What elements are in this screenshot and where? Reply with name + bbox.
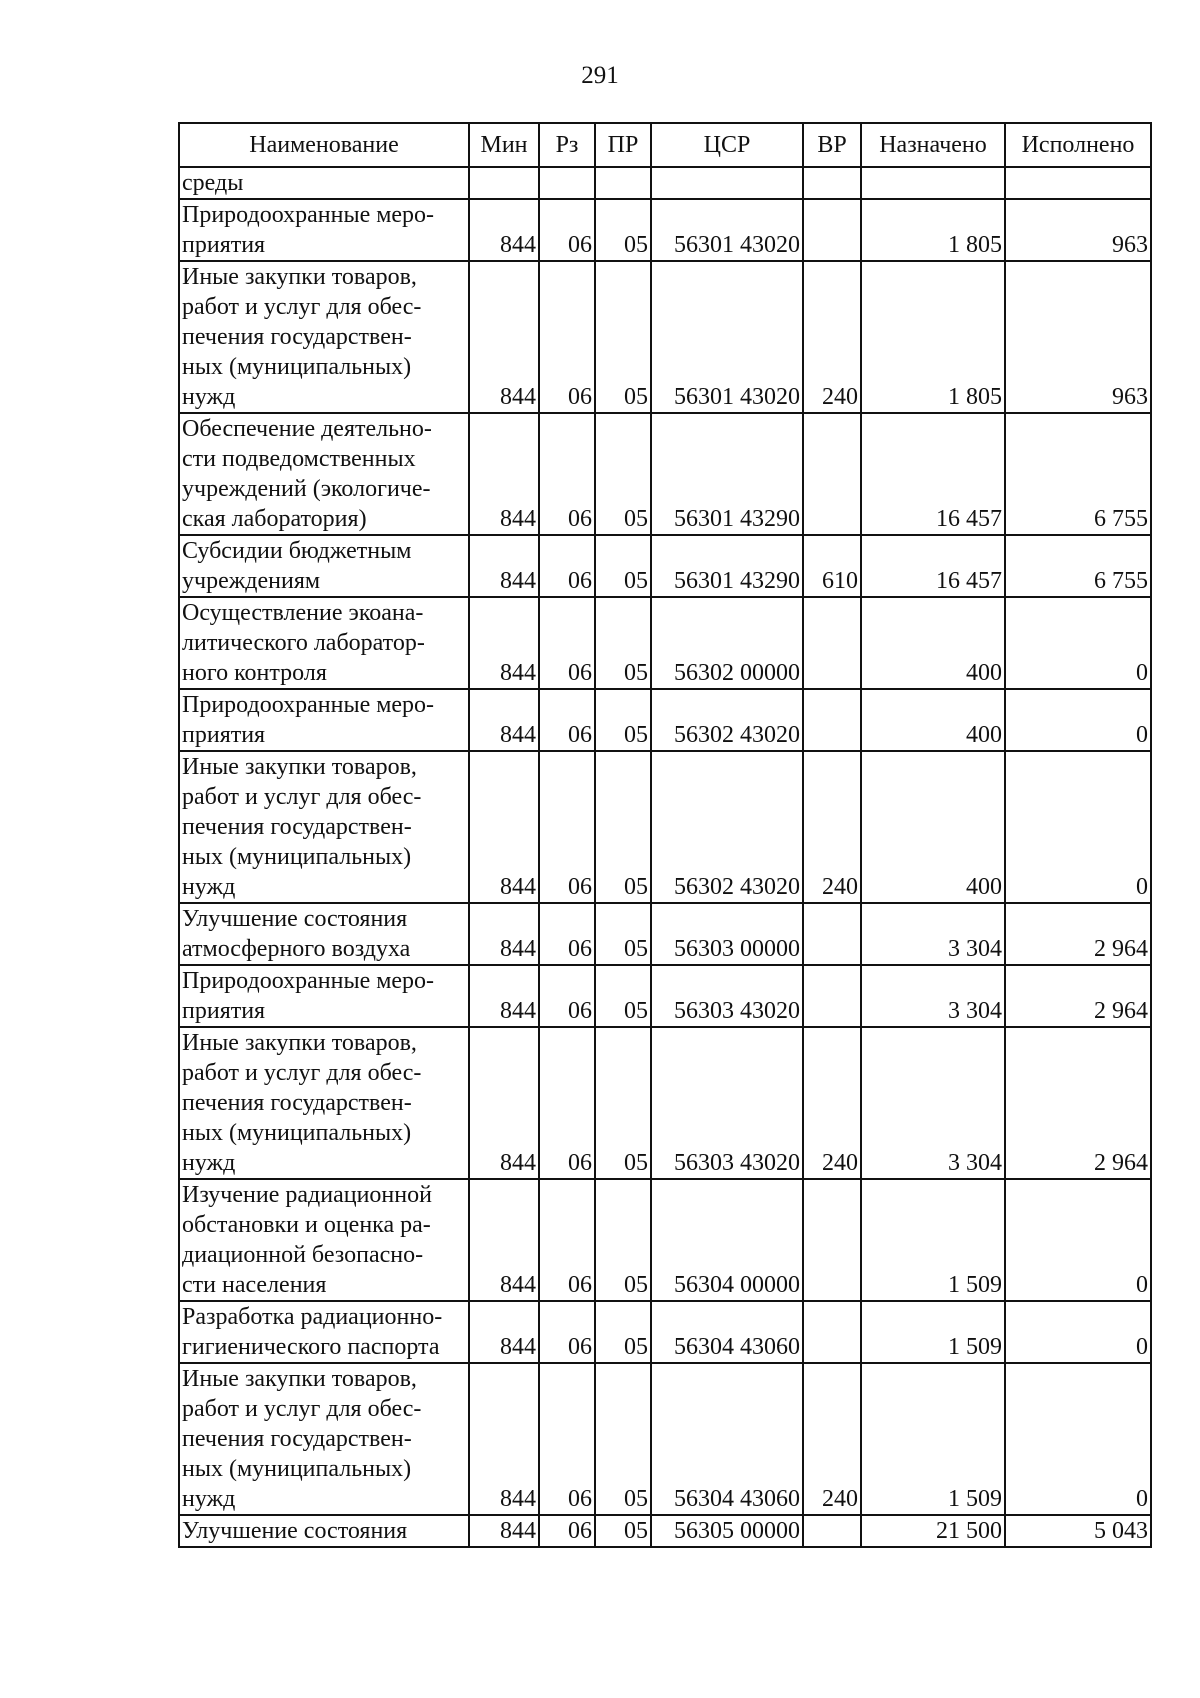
cell-pr <box>595 167 651 199</box>
cell-assigned <box>861 167 1005 199</box>
cell-vr <box>803 597 861 689</box>
table-row <box>179 199 1151 261</box>
cell-assigned: 16 457 <box>861 535 1005 597</box>
table-row <box>179 261 1151 413</box>
cell-rz: 06 <box>539 965 595 1027</box>
cell-pr: 05 <box>595 689 651 751</box>
cell-csr: 56302 43020 <box>651 689 803 751</box>
cell-rz: 06 <box>539 689 595 751</box>
cell-executed: 0 <box>1005 751 1151 903</box>
cell-name: Разработка радиационно- гигиенического паспорта <box>179 1301 469 1363</box>
cell-executed: 0 <box>1005 1179 1151 1301</box>
cell-executed: 963 <box>1005 199 1151 261</box>
cell-assigned: 3 304 <box>861 965 1005 1027</box>
cell-rz: 06 <box>539 261 595 413</box>
cell-pr: 05 <box>595 535 651 597</box>
cell-csr: 56304 00000 <box>651 1179 803 1301</box>
cell-min: 844 <box>469 1363 539 1515</box>
cell-executed: 0 <box>1005 1301 1151 1363</box>
table-row <box>179 1301 1151 1363</box>
table-row <box>179 535 1151 597</box>
cell-name: Иные закупки товаров, работ и услуг для обес- печения государствен- ных (муниципальных) нужд <box>179 1363 469 1515</box>
cell-assigned: 3 304 <box>861 903 1005 965</box>
cell-executed: 963 <box>1005 261 1151 413</box>
cell-vr <box>803 1515 861 1547</box>
header-vr: ВР <box>803 123 861 167</box>
table-row <box>179 597 1151 689</box>
cell-min: 844 <box>469 965 539 1027</box>
cell-min <box>469 167 539 199</box>
cell-csr: 56303 43020 <box>651 1027 803 1179</box>
cell-vr <box>803 413 861 535</box>
budget-table <box>178 122 1152 1548</box>
cell-assigned: 400 <box>861 689 1005 751</box>
cell-assigned: 1 509 <box>861 1301 1005 1363</box>
table-header-row <box>179 123 1151 167</box>
cell-csr: 56302 00000 <box>651 597 803 689</box>
cell-vr <box>803 903 861 965</box>
page-number: 291 <box>581 62 619 89</box>
table-row <box>179 1027 1151 1179</box>
cell-name: Иные закупки товаров, работ и услуг для обес- печения государствен- ных (муниципальных) нужд <box>179 751 469 903</box>
table-row <box>179 1363 1151 1515</box>
cell-pr: 05 <box>595 903 651 965</box>
cell-rz: 06 <box>539 1027 595 1179</box>
cell-vr: 240 <box>803 1027 861 1179</box>
cell-vr <box>803 689 861 751</box>
cell-assigned: 1 805 <box>861 199 1005 261</box>
cell-vr <box>803 199 861 261</box>
cell-name: Природоохранные меро- приятия <box>179 689 469 751</box>
header-pr: ПР <box>595 123 651 167</box>
cell-pr: 05 <box>595 1301 651 1363</box>
cell-min: 844 <box>469 1027 539 1179</box>
cell-assigned: 1 509 <box>861 1179 1005 1301</box>
cell-pr: 05 <box>595 1179 651 1301</box>
cell-csr: 56303 43020 <box>651 965 803 1027</box>
cell-executed <box>1005 167 1151 199</box>
cell-min: 844 <box>469 1179 539 1301</box>
cell-name: среды <box>179 167 469 199</box>
cell-executed: 2 964 <box>1005 903 1151 965</box>
cell-rz: 06 <box>539 751 595 903</box>
cell-assigned: 16 457 <box>861 413 1005 535</box>
cell-name: Субсидии бюджетным учреждениям <box>179 535 469 597</box>
cell-csr: 56301 43290 <box>651 413 803 535</box>
cell-pr: 05 <box>595 261 651 413</box>
cell-rz: 06 <box>539 1301 595 1363</box>
cell-vr: 240 <box>803 751 861 903</box>
cell-min: 844 <box>469 199 539 261</box>
cell-assigned: 1 805 <box>861 261 1005 413</box>
cell-pr: 05 <box>595 751 651 903</box>
cell-rz: 06 <box>539 1179 595 1301</box>
cell-executed: 0 <box>1005 597 1151 689</box>
cell-name: Изучение радиационной обстановки и оценка ра- диационной безопасно- сти населения <box>179 1179 469 1301</box>
table-row <box>179 413 1151 535</box>
cell-min: 844 <box>469 1301 539 1363</box>
cell-vr <box>803 1301 861 1363</box>
cell-vr <box>803 167 861 199</box>
cell-pr: 05 <box>595 1027 651 1179</box>
cell-assigned: 400 <box>861 597 1005 689</box>
cell-rz: 06 <box>539 535 595 597</box>
cell-min: 844 <box>469 535 539 597</box>
table-row <box>179 689 1151 751</box>
cell-rz: 06 <box>539 413 595 535</box>
cell-csr: 56301 43020 <box>651 199 803 261</box>
cell-executed: 6 755 <box>1005 535 1151 597</box>
table-row <box>179 751 1151 903</box>
cell-csr: 56302 43020 <box>651 751 803 903</box>
cell-vr: 240 <box>803 261 861 413</box>
cell-assigned: 3 304 <box>861 1027 1005 1179</box>
cell-min: 844 <box>469 1515 539 1547</box>
cell-rz: 06 <box>539 597 595 689</box>
cell-min: 844 <box>469 597 539 689</box>
cell-executed: 2 964 <box>1005 965 1151 1027</box>
cell-executed: 6 755 <box>1005 413 1151 535</box>
cell-pr: 05 <box>595 965 651 1027</box>
cell-csr: 56305 00000 <box>651 1515 803 1547</box>
cell-min: 844 <box>469 261 539 413</box>
table-row <box>179 167 1151 199</box>
cell-min: 844 <box>469 751 539 903</box>
cell-name: Природоохранные меро- приятия <box>179 965 469 1027</box>
cell-min: 844 <box>469 903 539 965</box>
header-csr: ЦСР <box>651 123 803 167</box>
cell-executed: 5 043 <box>1005 1515 1151 1547</box>
cell-assigned: 400 <box>861 751 1005 903</box>
cell-name: Природоохранные меро- приятия <box>179 199 469 261</box>
cell-assigned: 1 509 <box>861 1363 1005 1515</box>
table-row <box>179 1179 1151 1301</box>
header-rz: Рз <box>539 123 595 167</box>
header-executed: Исполнено <box>1005 123 1151 167</box>
cell-min: 844 <box>469 413 539 535</box>
cell-rz: 06 <box>539 1363 595 1515</box>
cell-vr <box>803 1179 861 1301</box>
cell-rz: 06 <box>539 1515 595 1547</box>
cell-pr: 05 <box>595 199 651 261</box>
header-min: Мин <box>469 123 539 167</box>
cell-name: Улучшение состояния атмосферного воздуха <box>179 903 469 965</box>
table-body <box>179 167 1151 1547</box>
cell-csr: 56301 43020 <box>651 261 803 413</box>
cell-executed: 0 <box>1005 689 1151 751</box>
cell-vr: 240 <box>803 1363 861 1515</box>
table-row <box>179 1515 1151 1547</box>
cell-name: Иные закупки товаров, работ и услуг для обес- печения государствен- ных (муниципальных) нужд <box>179 261 469 413</box>
cell-rz <box>539 167 595 199</box>
cell-csr: 56304 43060 <box>651 1363 803 1515</box>
header-assigned: Назначено <box>861 123 1005 167</box>
cell-name: Осуществление экоана- литического лаборатор- ного контроля <box>179 597 469 689</box>
cell-csr <box>651 167 803 199</box>
header-name: Наименование <box>179 123 469 167</box>
cell-pr: 05 <box>595 1363 651 1515</box>
cell-pr: 05 <box>595 1515 651 1547</box>
cell-csr: 56303 00000 <box>651 903 803 965</box>
cell-name: Улучшение состояния <box>179 1515 469 1547</box>
cell-pr: 05 <box>595 597 651 689</box>
cell-rz: 06 <box>539 903 595 965</box>
table-row <box>179 903 1151 965</box>
cell-name: Обеспечение деятельно- сти подведомственных учреждений (экологиче- ская лаборатория) <box>179 413 469 535</box>
cell-executed: 0 <box>1005 1363 1151 1515</box>
cell-pr: 05 <box>595 413 651 535</box>
cell-executed: 2 964 <box>1005 1027 1151 1179</box>
cell-vr: 610 <box>803 535 861 597</box>
cell-assigned: 21 500 <box>861 1515 1005 1547</box>
table-row <box>179 965 1151 1027</box>
cell-csr: 56304 43060 <box>651 1301 803 1363</box>
cell-name: Иные закупки товаров, работ и услуг для обес- печения государствен- ных (муниципальных) нужд <box>179 1027 469 1179</box>
cell-csr: 56301 43290 <box>651 535 803 597</box>
cell-min: 844 <box>469 689 539 751</box>
cell-rz: 06 <box>539 199 595 261</box>
cell-vr <box>803 965 861 1027</box>
